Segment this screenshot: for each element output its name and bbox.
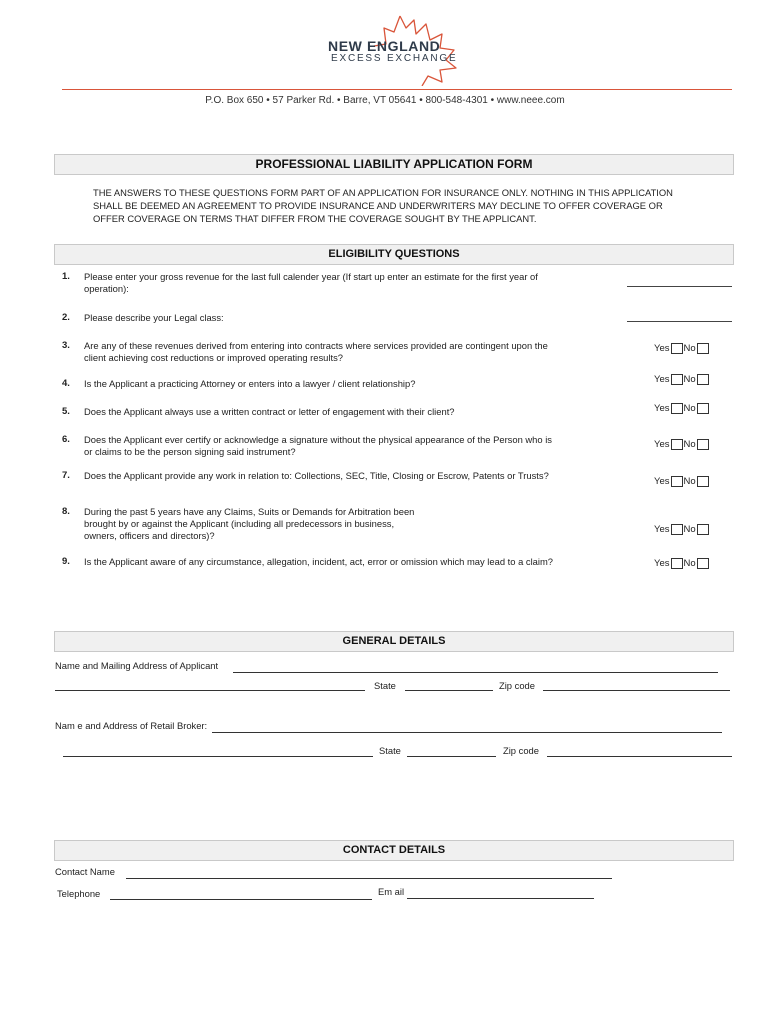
form-title-bar (54, 154, 734, 175)
question-7-yes-no (654, 476, 710, 487)
contact-name-label: Contact Name (55, 866, 115, 877)
broker-zip-label: Zip code (503, 745, 539, 756)
question-8-text: During the past 5 years have any Claims, Suits or Demands for Arbitration been brought by or against the Applicant (including all predecessors in business, owners, officers and directors)? (84, 506, 415, 541)
question-5-yes-checkbox[interactable] (671, 403, 683, 414)
broker-state-label: State (379, 745, 401, 756)
question-9-yes-no (654, 558, 710, 569)
broker-name-label: Nam e and Address of Retail Broker: (55, 720, 208, 731)
question-5-yes-no (654, 403, 710, 414)
question-7-no-checkbox[interactable] (697, 476, 709, 487)
no-label: No (683, 558, 696, 569)
header-divider (62, 89, 732, 90)
question-8-yes-checkbox[interactable] (671, 524, 683, 535)
applicant-name-label: Name and Mailing Address of Applicant (55, 660, 219, 671)
question-2-text: Please describe your Legal class: (84, 312, 224, 323)
question-3-yes-checkbox[interactable] (671, 343, 683, 354)
brand-name-line2: EXCESS EXCHANGE (331, 53, 458, 64)
general-details-bar (54, 631, 734, 652)
question-7-number: 7. (62, 470, 70, 481)
no-label: No (683, 374, 696, 385)
no-label: No (683, 476, 696, 487)
company-address: P.O. Box 650 • 57 Parker Rd. • Barre, VT 05641 • 800-548-4301 • www.neee.com (205, 95, 565, 106)
question-4-no-checkbox[interactable] (697, 374, 709, 385)
eligibility-section-bar (54, 244, 734, 265)
email-field[interactable] (407, 898, 594, 899)
form-title: PROFESSIONAL LIABILITY APPLICATION FORM (255, 157, 533, 171)
question-4-number: 4. (62, 378, 70, 389)
broker-name-field[interactable] (212, 732, 722, 733)
question-4-yes-no (654, 374, 710, 385)
no-label: No (683, 439, 696, 450)
question-6-text: Does the Applicant ever certify or acknowledge a signature without the physical appearance of the Person who is or claims to be the person signing said instrument? (84, 434, 552, 457)
no-label: No (683, 524, 696, 535)
question-1-number: 1. (62, 271, 70, 282)
question-4-yes-checkbox[interactable] (671, 374, 683, 385)
question-4-text: Is the Applicant a practicing Attorney or enters into a lawyer / client relationship? (84, 378, 416, 389)
yes-label: Yes (654, 524, 670, 535)
applicant-zip-field[interactable] (543, 690, 730, 691)
broker-state-field[interactable] (407, 756, 496, 757)
question-6-yes-no (654, 439, 710, 450)
question-8-number: 8. (62, 506, 70, 517)
form-disclaimer: THE ANSWERS TO THESE QUESTIONS FORM PART OF AN APPLICATION FOR INSURANCE ONLY. NOTHING IN THIS APPLICATION SHALL BE DEEMED AN AGREEMENT TO PROVIDE INSURANCE AND UNDERWRITERS MAY DECLINE TO OFFER COVERAGE OR OFFER COVERAGE ON TERMS THAT DIFFER FROM THE COVERAGE SOUGHT BY THE APPLICANT. (93, 187, 673, 224)
yes-label: Yes (654, 343, 670, 354)
yes-label: Yes (654, 558, 670, 569)
eligibility-heading: ELIGIBILITY QUESTIONS (328, 248, 460, 260)
question-9-number: 9. (62, 556, 70, 567)
question-8-yes-no (654, 524, 710, 535)
legal-class-field[interactable] (627, 321, 732, 322)
email-label: Em ail (378, 886, 405, 897)
question-6-number: 6. (62, 434, 70, 445)
no-label: No (683, 343, 696, 354)
yes-label: Yes (654, 439, 670, 450)
applicant-state-field[interactable] (405, 690, 493, 691)
question-9-yes-checkbox[interactable] (671, 558, 683, 569)
question-3-text: Are any of these revenues derived from entering into contracts where services provided are contingent upon the client achieving cost reductions or improved operating results? (84, 340, 548, 363)
yes-label: Yes (654, 476, 670, 487)
question-1-text: Please enter your gross revenue for the last full calender year (If start up enter an estimate for the first year of operation): (84, 271, 538, 294)
question-5-no-checkbox[interactable] (697, 403, 709, 414)
yes-label: Yes (654, 374, 670, 385)
contact-details-bar (54, 840, 734, 861)
question-3-yes-no (654, 343, 710, 354)
contact-name-field[interactable] (126, 878, 612, 879)
question-3-number: 3. (62, 340, 70, 351)
general-details-heading: GENERAL DETAILS (342, 635, 446, 647)
question-6-no-checkbox[interactable] (697, 439, 709, 450)
broker-zip-field[interactable] (547, 756, 732, 757)
applicant-zip-label: Zip code (499, 680, 535, 691)
question-7-text: Does the Applicant provide any work in relation to: Collections, SEC, Title, Closing or Escrow, Patents or Trusts? (84, 470, 549, 481)
telephone-label: Telephone (57, 888, 101, 899)
question-9-text: Is the Applicant aware of any circumstance, allegation, incident, act, error or omission which may lead to a claim? (84, 556, 553, 567)
question-8-no-checkbox[interactable] (697, 524, 709, 535)
question-9-no-checkbox[interactable] (697, 558, 709, 569)
telephone-field[interactable] (110, 899, 372, 900)
no-label: No (683, 403, 696, 414)
applicant-address-field[interactable] (55, 690, 365, 691)
question-6-yes-checkbox[interactable] (671, 439, 683, 450)
applicant-state-label: State (374, 680, 396, 691)
applicant-name-field[interactable] (233, 672, 718, 673)
yes-label: Yes (654, 403, 670, 414)
question-7-yes-checkbox[interactable] (671, 476, 683, 487)
contact-details-heading: CONTACT DETAILS (342, 844, 446, 856)
gross-revenue-field[interactable] (627, 286, 732, 287)
brand-name-line1: NEW ENGLAND (328, 38, 441, 54)
question-5-text: Does the Applicant always use a written contract or letter of engagement with their client? (84, 406, 455, 417)
broker-address-field[interactable] (63, 756, 373, 757)
question-3-no-checkbox[interactable] (697, 343, 709, 354)
question-2-number: 2. (62, 312, 70, 323)
question-5-number: 5. (62, 406, 70, 417)
